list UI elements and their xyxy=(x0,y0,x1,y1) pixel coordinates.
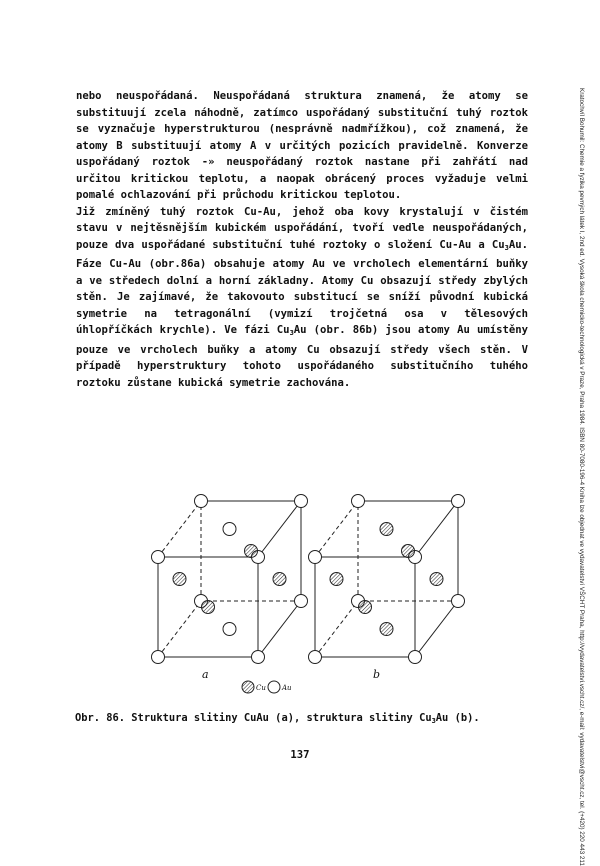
paragraph-1: nebo neuspořádaná. Neuspořádaná struktura znamená, že atomy se substituují zcela náhodně, zatímco uspořádaný substituční tuhý roztok se vyznačuje hyperstrukturou (nesprávně nadmřížkou), což znamená, že atomy B substituují atomy A v určitých pozicích pravidelně. Konverze uspořádaný roztok -» neuspořádaný roztok nastane při zahřátí nad určitou kritickou teplotu, a naopak obrácený proces vyžaduje velmi pomalé ochlazování při průchodu kritickou teplotou. xyxy=(76,90,528,201)
crystal-structure-figure xyxy=(120,485,480,700)
cell-edge-hidden xyxy=(158,501,201,557)
legend-au-symbol xyxy=(268,681,280,693)
cell-edge xyxy=(258,501,301,557)
au-atom-corner xyxy=(309,651,322,664)
au-atom-corner xyxy=(452,495,465,508)
legend-cu-label: Cu xyxy=(256,684,266,692)
face-center-top xyxy=(223,523,236,536)
legend-cu-symbol xyxy=(242,681,254,693)
cell-edge-hidden xyxy=(315,501,358,557)
cell-edge xyxy=(415,601,458,657)
legend-au-label: Au xyxy=(282,684,292,692)
cu-atom-face-front xyxy=(359,601,372,614)
au-atom-corner xyxy=(152,651,165,664)
label-a: a xyxy=(202,668,209,681)
cu-atom-face-right xyxy=(273,573,286,586)
au-atom-corner xyxy=(309,551,322,564)
cell-edge xyxy=(415,501,458,557)
cu-atom-face-front xyxy=(202,601,215,614)
face-center-bottom xyxy=(223,623,236,636)
au-atom-corner xyxy=(152,551,165,564)
cu-atom-face-back xyxy=(402,545,415,558)
au-atom-corner xyxy=(195,495,208,508)
side-note xyxy=(563,88,600,866)
face-center-top xyxy=(380,523,393,536)
cu-atom-face-back xyxy=(245,545,258,558)
au-atom-corner xyxy=(295,595,308,608)
side-note-text: Kratochvíl Bohumil: Chemie a fyzika pevných látek I, 2nd ed. Vysoká škola chemicko-technologická v Praze, Praha 1984. ISBN 80-7080-196-4 Kniha lze objednat ve vydavatelství VŠCHT Praha, http://vydavatelstvi.vscht.cz/, e-mail: vydavatelstvi@vscht.cz, tel. (+420) 220 443 211 xyxy=(578,88,585,866)
face-center-bottom xyxy=(380,623,393,636)
au-atom-corner xyxy=(409,651,422,664)
page-number: 137 xyxy=(290,749,310,761)
cell-edge-hidden xyxy=(315,601,358,657)
cu-atom-face-right xyxy=(430,573,443,586)
cell-edge-hidden xyxy=(158,601,201,657)
label-b: b xyxy=(373,668,381,681)
au-atom-corner xyxy=(352,495,365,508)
au-atom-corner xyxy=(452,595,465,608)
cell-edge xyxy=(258,601,301,657)
paragraph-2: Již zmíněný tuhý roztok Cu-Au, jehož oba kovy krystalují v čistém stavu v nejtěsnějším kubickém uspořádání, tvoří vedle neuspořádaných, pouze dva uspořádané substituční tuhé roztoky o složení Cu-Au a $Cu_3Au$. Fáze Cu-Au (obr.86a) obsahuje atomy Au ve vrcholech elementární buňky a ve středech dolní a horní základny. Atomy Cu obsazují středy zbylých stěn. Je zajímavé, že takovouto substitucí se sníží původní kubická symetrie na tetragonální (vymizí trojčetná osa v tělesových úhlopříčkách krychle). Ve fázi $Cu_3Au$ (obr. 86b) jsou atomy Au umístěny pouze ve vrcholech buňky a atomy Cu obsazují středy všech stěn. V případě hyperstruktury tohoto uspořádaného substitučního tuhého roztoku zůstane kubická symetrie zachována. xyxy=(76,205,529,389)
au-atom-corner xyxy=(295,495,308,508)
au-atom-corner xyxy=(252,651,265,664)
body-text xyxy=(76,88,528,391)
cu-atom-face-left xyxy=(330,573,343,586)
cu-atom-face-left xyxy=(173,573,186,586)
figure-caption: Obr. 86. Struktura slitiny CuAu (a), struktura slitiny $Cu_3Au$ (b). xyxy=(75,712,480,725)
